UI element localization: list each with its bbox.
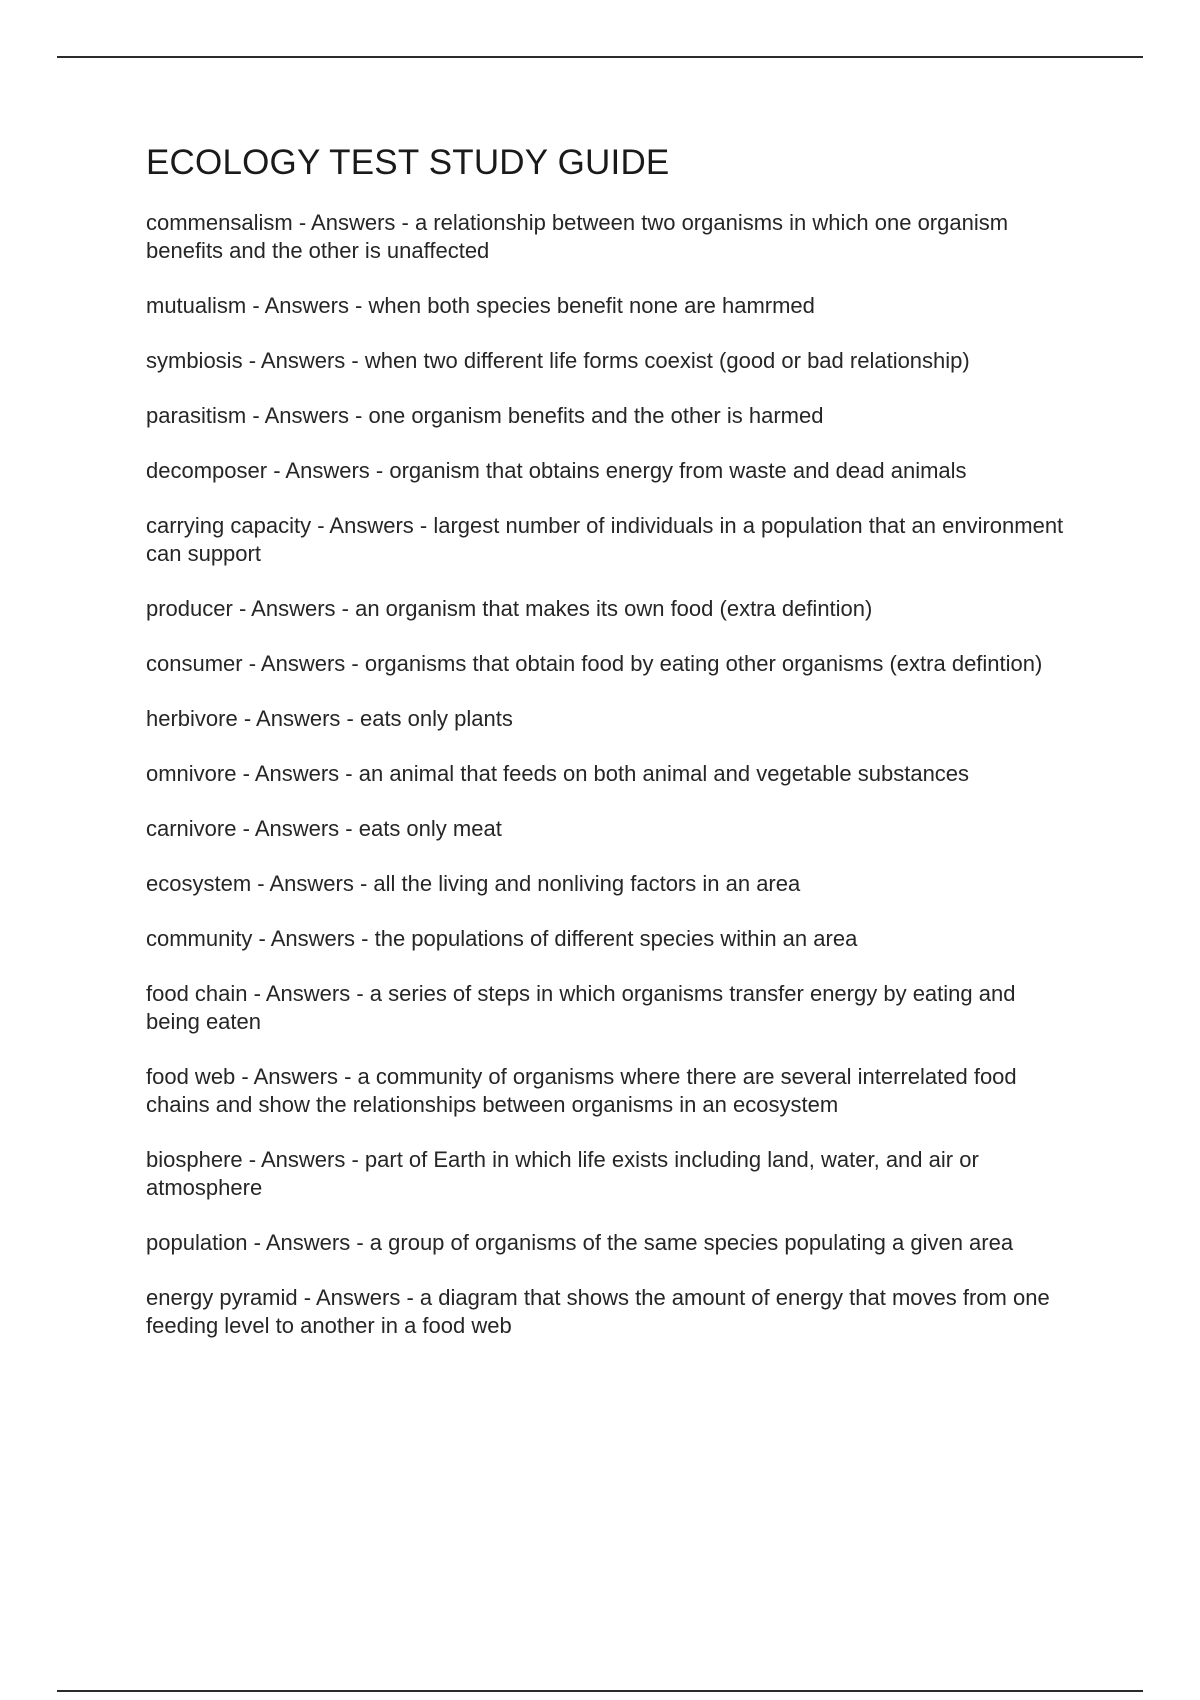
entry-term: energy pyramid (146, 1285, 298, 1311)
entry-term: omnivore (146, 761, 237, 787)
list-item (146, 980, 1066, 1036)
entry-definition: organism that obtains energy from waste and dead animals (389, 458, 967, 484)
entry-separator: - Answers - (242, 651, 365, 677)
entry-separator: - Answers - (246, 403, 369, 429)
entry-term: parasitism (146, 403, 247, 429)
entry-separator: - Answers - (297, 1285, 420, 1311)
entry-definition: an organism that makes its own food (extra defintion) (355, 596, 873, 622)
list-item (146, 292, 1066, 320)
entry-separator: - Answers - (292, 210, 415, 236)
entry-separator: - Answers - (246, 293, 369, 319)
entry-separator: - Answers - (247, 981, 370, 1007)
entry-term: decomposer (146, 458, 268, 484)
entry-definition: eats only plants (359, 706, 513, 732)
entry-term: herbivore (146, 706, 238, 732)
entry-term: carnivore (146, 816, 237, 842)
entry-definition: organisms that obtain food by eating other organisms (extra defintion) (364, 651, 1043, 677)
entry-separator: - Answers - (251, 871, 374, 897)
list-item (146, 402, 1066, 430)
list-item (146, 1146, 1066, 1202)
entry-definition: all the living and nonliving factors in an area (373, 871, 801, 897)
entry-term: food chain (146, 981, 248, 1007)
entry-separator: - Answers - (252, 926, 375, 952)
entry-definition: when both species benefit none are hamrmed (368, 293, 815, 319)
entry-term: symbiosis (146, 348, 243, 374)
entry-separator: - Answers - (232, 596, 356, 622)
entry-definition: an animal that feeds on both animal and vegetable substances (358, 761, 970, 787)
list-item (146, 925, 1066, 953)
entry-term: community (146, 926, 253, 952)
list-item (146, 1063, 1066, 1119)
list-item (146, 1229, 1066, 1257)
entry-term: consumer (146, 651, 243, 677)
list-item (146, 1284, 1066, 1340)
list-item (146, 760, 1066, 788)
entry-definition: a group of organisms of the same species populating a given area (369, 1230, 1014, 1256)
list-item (146, 595, 1066, 623)
entry-separator: - Answers - (267, 458, 390, 484)
list-item (146, 347, 1066, 375)
top-divider (57, 56, 1143, 58)
entry-term: producer (146, 596, 233, 622)
list-item (146, 457, 1066, 485)
bottom-divider (57, 1690, 1143, 1692)
entry-definition: a diagram that shows the amount of energy that moves from one feeding level to another in a food web (146, 1285, 1050, 1339)
list-item (146, 512, 1066, 568)
entry-separator: - Answers - (311, 513, 434, 539)
term-list (146, 209, 1066, 1340)
entry-separator: - Answers - (247, 1230, 370, 1256)
entry-definition: a series of steps in which organisms transfer energy by eating and being eaten (146, 981, 1016, 1035)
entry-definition: largest number of individuals in a population that an environment can support (146, 513, 1064, 567)
entry-term: mutualism (146, 293, 247, 319)
entry-separator: - Answers - (242, 348, 365, 374)
entry-separator: - Answers - (235, 1064, 358, 1090)
entry-definition: a community of organisms where there are several interrelated food chains and show the relationships between organisms in an ecosystem (146, 1064, 1017, 1118)
entry-term: population (146, 1230, 248, 1256)
entry-separator: - Answers - (236, 816, 359, 842)
entry-term: biosphere (146, 1147, 243, 1173)
page-title: ECOLOGY TEST STUDY GUIDE (146, 143, 670, 182)
study-guide-content (146, 143, 1066, 1367)
entry-separator: - Answers - (236, 761, 359, 787)
list-item (146, 705, 1066, 733)
entry-term: carrying capacity (146, 513, 312, 539)
list-item (146, 815, 1066, 843)
entry-definition: one organism benefits and the other is harmed (368, 403, 824, 429)
entry-definition: when two different life forms coexist (good or bad relationship) (364, 348, 970, 374)
list-item (146, 650, 1066, 678)
entry-term: ecosystem (146, 871, 252, 897)
entry-definition: a relationship between two organisms in which one organism benefits and the other is unaffected (146, 210, 1009, 264)
entry-definition: eats only meat (358, 816, 502, 842)
list-item (146, 870, 1066, 898)
entry-term: food web (146, 1064, 236, 1090)
entry-separator: - Answers - (237, 706, 360, 732)
entry-separator: - Answers - (242, 1147, 365, 1173)
entry-definition: the populations of different species within an area (374, 926, 858, 952)
entry-term: commensalism (146, 210, 293, 236)
entry-definition: part of Earth in which life exists including land, water, and air or atmosphere (146, 1147, 979, 1201)
list-item (146, 209, 1066, 265)
